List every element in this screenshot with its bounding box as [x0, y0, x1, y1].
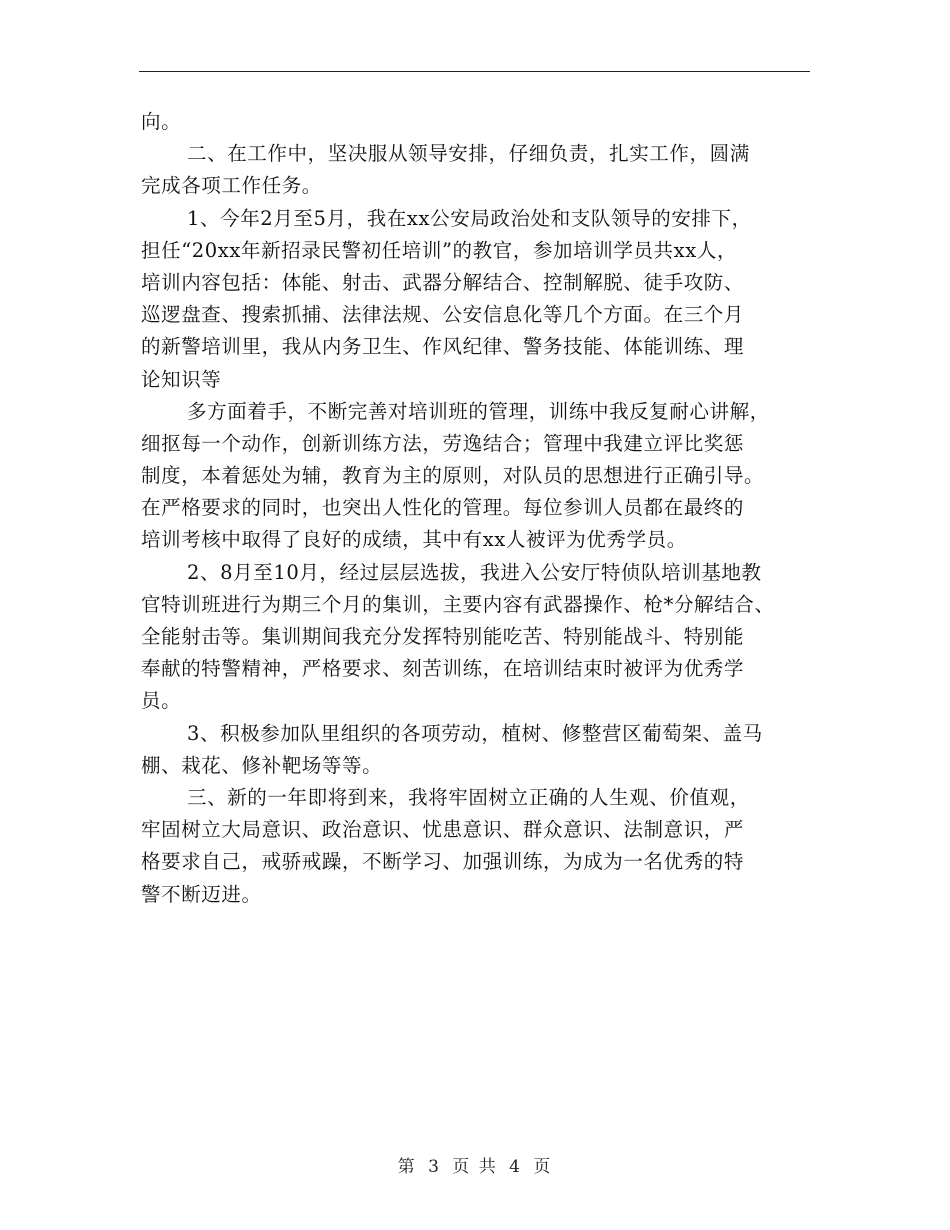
text-line-7: 巡逻盘查、搜索抓捕、法律法规、公安信息化等几个方面。在三个月 — [141, 303, 745, 327]
footer-middle: 页 共 — [452, 1157, 498, 1177]
text-line-8: 的新警培训里，我从内务卫生、作风纪律、警务技能、体能训练、理 — [141, 335, 745, 359]
text-line-9: 论知识等 — [141, 367, 222, 391]
footer-suffix: 页 — [533, 1157, 553, 1177]
text-line-5: 担任“20xx年新招录民警初任培训”的教官，参加培训学员共xx人， — [141, 238, 738, 262]
text-line-16: 官特训班进行为期三个月的集训，主要内容有武器操作、枪*分解结合、 — [141, 592, 775, 616]
text-line-12: 制度，本着惩处为辅，教育为主的原则，对队员的思想进行正确引导。 — [141, 464, 765, 488]
header-rule — [139, 71, 810, 72]
text-line-3: 完成各项工作任务。 — [141, 174, 322, 198]
text-line-14: 培训考核中取得了良好的成绩，其中有xx人被评为优秀学员。 — [141, 528, 687, 552]
text-line-4: 1、今年2月至5月，我在xx公安局政治处和支队领导的安排下， — [187, 206, 752, 230]
text-line-23: 牢固树立大局意识、政治意识、忧患意识、群众意识、法制意识，严 — [141, 818, 745, 842]
total-page-count: 4 — [509, 1157, 522, 1177]
text-line-21: 棚、栽花、修补靶场等等。 — [141, 753, 383, 777]
text-line-11: 细抠每一个动作，创新训练方法，劳逸结合；管理中我建立评比奖惩 — [141, 431, 745, 455]
text-line-1: 向。 — [141, 110, 182, 133]
text-line-22: 三、新的一年即将到来，我将牢固树立正确的人生观、价值观， — [187, 785, 750, 809]
text-line-6: 培训内容包括：体能、射击、武器分解结合、控制解脱、徒手攻防、 — [141, 270, 745, 294]
text-line-19: 员。 — [141, 689, 182, 713]
text-line-2: 二、在工作中，坚决服从领导安排，仔细负责，扎实工作，圆满 — [187, 142, 750, 166]
footer-prefix: 第 — [397, 1157, 417, 1177]
text-line-20: 3、积极参加队里组织的各项劳动，植树、修整营区葡萄架、盖马 — [187, 721, 763, 745]
text-line-18: 奉献的特警精神，严格要求、刻苦训练，在培训结束时被评为优秀学 — [141, 657, 745, 681]
text-line-15: 2、8月至10月，经过层层选拔，我进入公安厅特侦队培训基地教 — [187, 560, 762, 584]
document-body — [141, 106, 817, 911]
text-line-13: 在严格要求的同时，也突出人性化的管理。每位参训人员都在最终的 — [141, 496, 745, 520]
page-footer — [0, 1152, 950, 1177]
text-line-24: 格要求自己，戒骄戒躁，不断学习、加强训练，为成为一名优秀的特 — [141, 850, 745, 874]
current-page-number: 3 — [428, 1157, 441, 1177]
text-line-10: 多方面着手，不断完善对培训班的管理，训练中我反复耐心讲解， — [187, 399, 770, 423]
text-line-17: 全能射击等。集训期间我充分发挥特别能吃苦、特别能战斗、特别能 — [141, 625, 745, 648]
text-line-25: 警不断迈进。 — [141, 882, 262, 906]
